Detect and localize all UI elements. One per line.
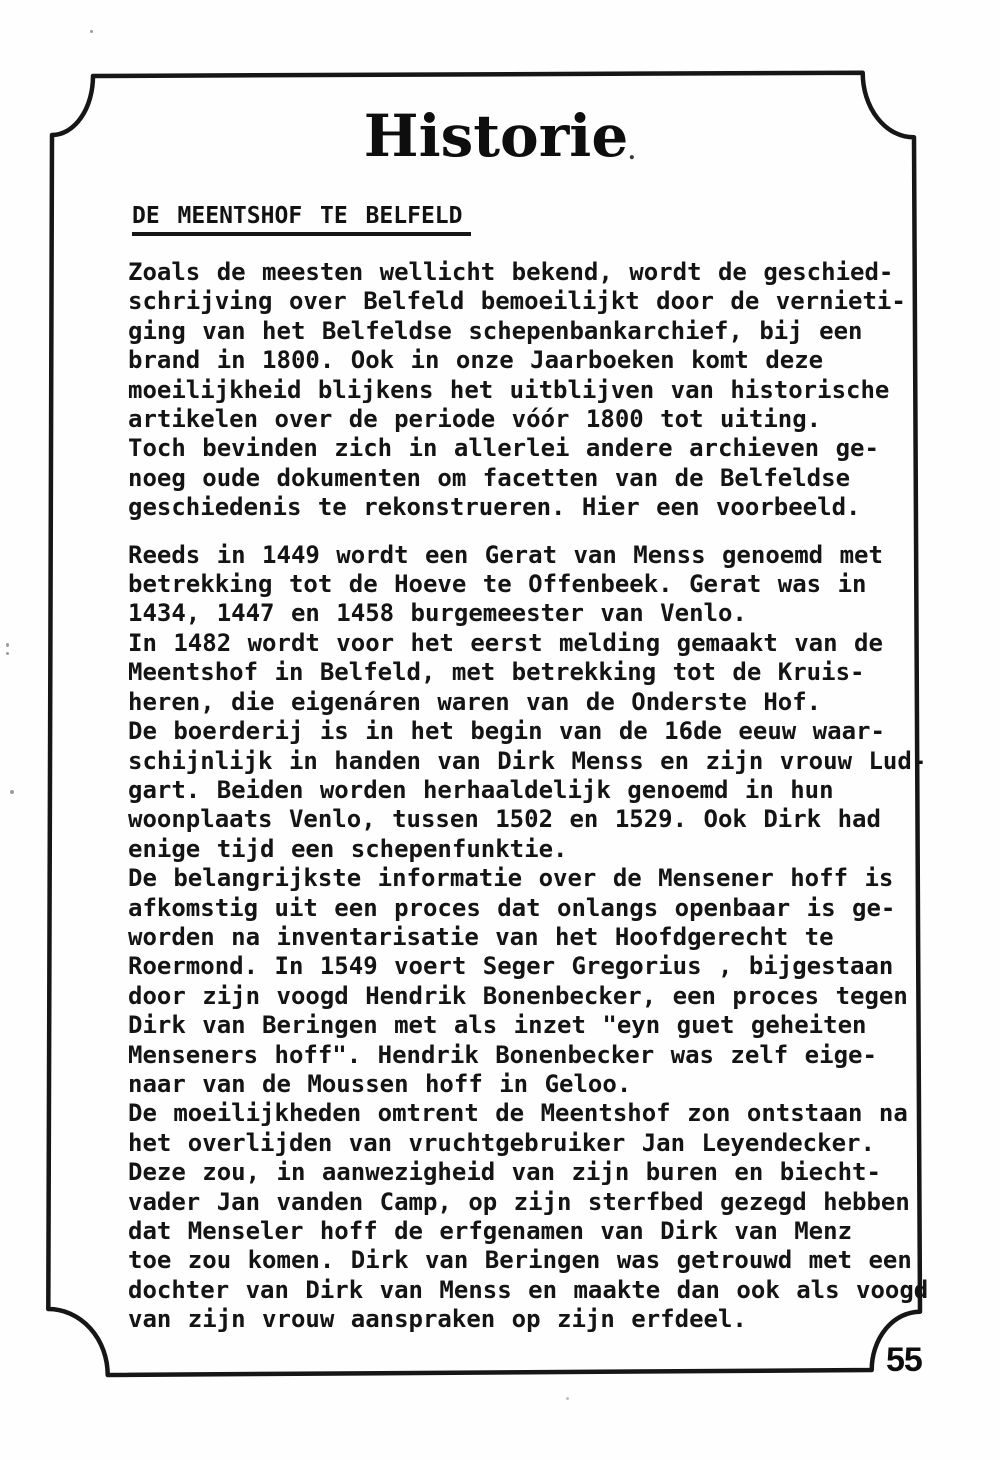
scan-speck: [6, 643, 9, 647]
scan-speck: [90, 30, 93, 33]
text-line: betrekking tot de Hoeve te Offenbeek. Gerat was in: [128, 570, 867, 599]
text-line: dat Menseler hoff de erfgenamen van Dirk van Menz: [128, 1217, 853, 1245]
text-line: Meentshof in Belfeld, met betrekking tot de Kruis-: [128, 658, 865, 687]
text-line: Menseners hoff". Hendrik Bonenbecker was zelf eige-: [128, 1040, 877, 1069]
text-line: schijnlijk in handen van Dirk Menss en zijn vrouw Lud-: [128, 746, 927, 775]
scan-speck: [566, 1397, 569, 1400]
text-line: artikelen over de periode vóór 1800 tot uiting.: [128, 405, 822, 434]
text-line: afkomstig uit een proces dat onlangs openbaar is ge-: [128, 893, 896, 922]
text-line: In 1482 wordt voor het eerst melding gemaakt van de: [128, 628, 883, 657]
text-line: Zoals de meesten wellicht bekend, wordt de geschied-: [128, 258, 894, 286]
article-heading: DE MEENTSHOF TE BELFELD: [132, 203, 471, 236]
text-line: ging van het Belfeldse schepenbankarchief, bij een: [128, 316, 863, 345]
text-line: Dirk van Beringen met als inzet "eyn guet geheiten: [128, 1011, 867, 1040]
text-line: van zijn vrouw aanspraken op zijn erfdeel.: [128, 1305, 747, 1334]
text-line: noeg oude dokumenten om facetten van de Belfeldse: [128, 463, 851, 492]
scan-speck: [10, 790, 14, 794]
text-line: gart. Beiden worden herhaaldelijk genoemd in hun: [128, 775, 834, 804]
text-line: worden na inventarisatie van het Hoofdgerecht te: [128, 922, 834, 951]
text-line: enige tijd een schepenfunktie.: [128, 834, 568, 863]
title-period-mark: .: [628, 139, 636, 165]
text-line: brand in 1800. Ook in onze Jaarboeken komt deze: [128, 346, 824, 375]
paragraph: [128, 541, 928, 1335]
text-line: heren, die eigenáren waren van de Onderste Hof.: [128, 687, 822, 716]
text-line: door zijn voogd Hendrik Bonenbecker, een proces tegen: [128, 981, 908, 1010]
page-title: Historie: [363, 102, 629, 170]
text-line: De boerderij is in het begin van de 16de eeuw waar-: [128, 717, 885, 746]
text-line: moeilijkheid blijkens het uitblijven van historische: [128, 375, 890, 404]
text-line: het overlijden van vruchtgebruiker Jan Leyendecker.: [128, 1128, 875, 1157]
text-line: woonplaats Venlo, tussen 1502 en 1529. Ook Dirk had: [128, 805, 881, 834]
text-line: De moeilijkheden omtrent de Meentshof zon ontstaan na: [128, 1099, 908, 1128]
text-line: Toch bevinden zich in allerlei andere archieven ge-: [128, 434, 879, 463]
text-line: Roermond. In 1549 voert Seger Gregorius , bijgestaan: [128, 952, 894, 981]
text-line: De belangrijkste informatie over de Mensener hoff is: [128, 864, 894, 893]
paragraph: [128, 258, 928, 523]
text-line: naar van de Moussen hoff in Geloo.: [128, 1069, 632, 1098]
text-line: geschiedenis te rekonstrueren. Hier een voorbeeld.: [128, 493, 861, 522]
scan-speck: [6, 652, 9, 655]
page-number: 55: [886, 1341, 922, 1379]
article-body: [128, 258, 928, 1335]
text-line: Deze zou, in aanwezigheid van zijn buren en biecht-: [128, 1158, 881, 1187]
text-line: 1434, 1447 en 1458 burgemeester van Venlo.: [128, 599, 747, 628]
text-line: toe zou komen. Dirk van Beringen was getrouwd met een: [128, 1246, 912, 1275]
text-line: Reeds in 1449 wordt een Gerat van Menss genoemd met: [128, 540, 883, 569]
text-line: schrijving over Belfeld bemoeilijkt door de vernieti-: [128, 287, 906, 316]
text-line: vader Jan vanden Camp, op zijn sterfbed gezegd hebben: [128, 1187, 910, 1216]
text-line: dochter van Dirk van Menss en maakte dan ook als voogd: [128, 1275, 929, 1304]
